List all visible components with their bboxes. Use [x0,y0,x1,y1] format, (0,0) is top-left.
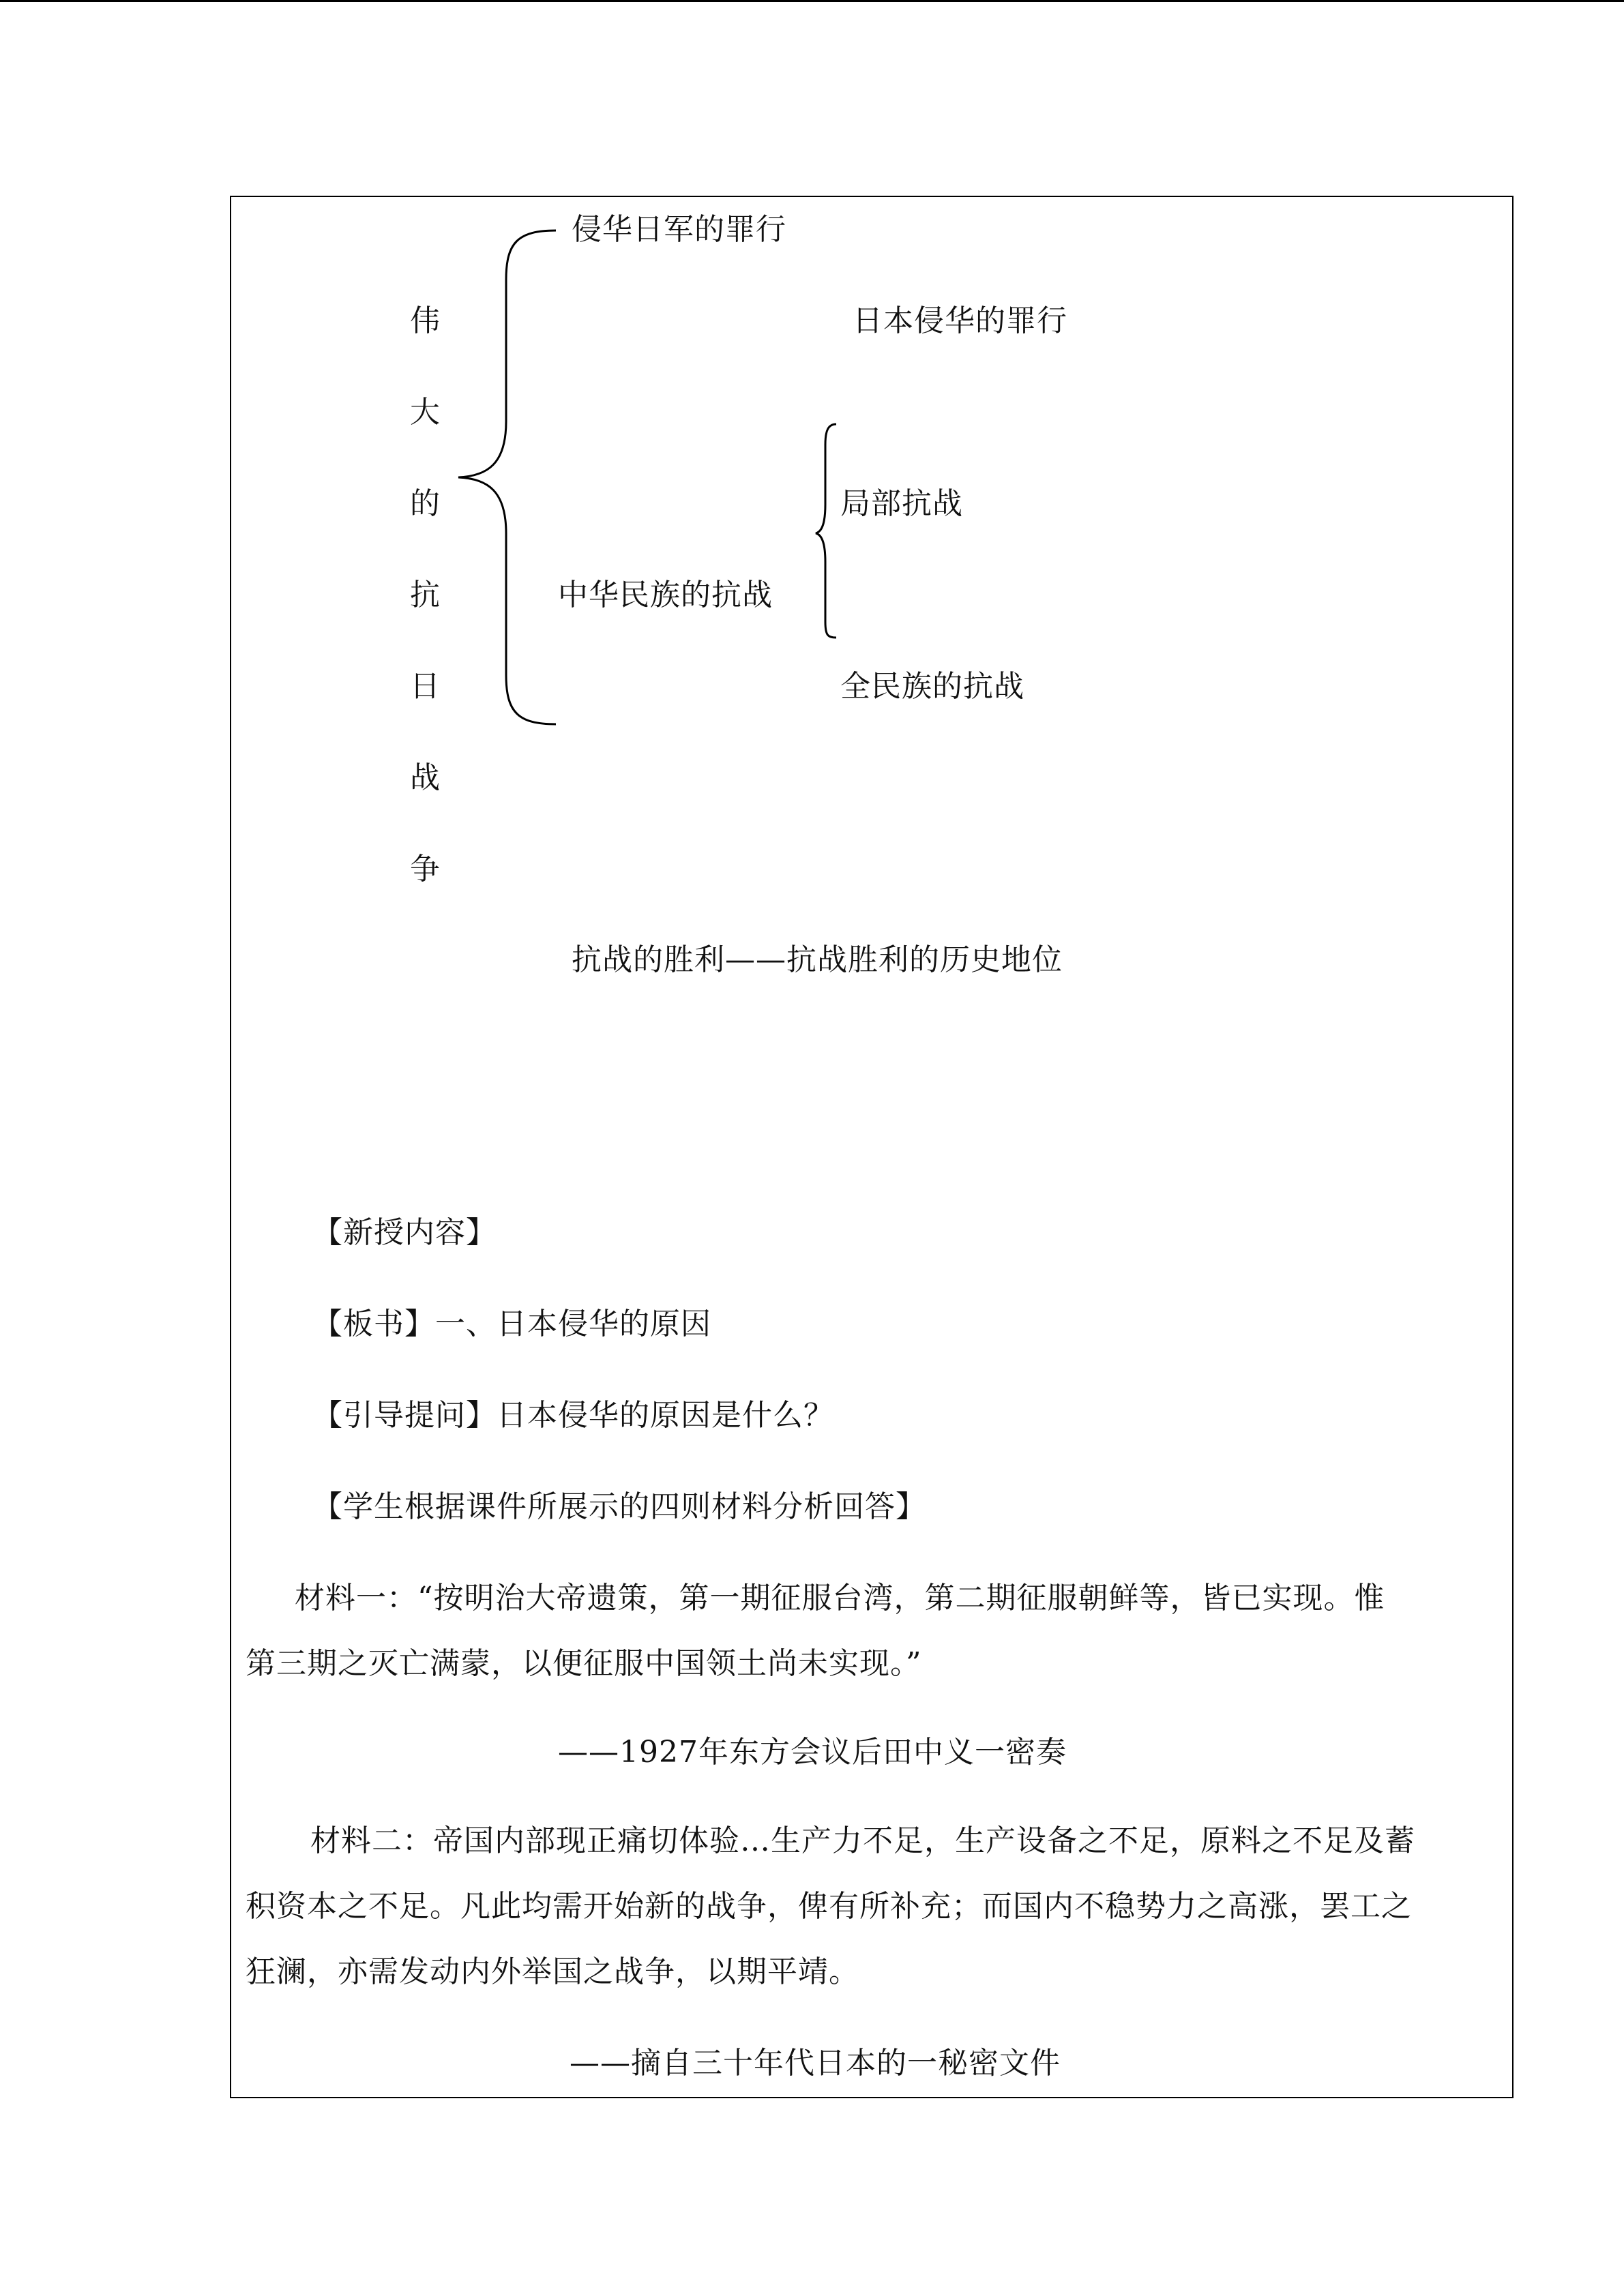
blackboard-heading: 【板书】一、日本侵华的原因 [312,1307,711,1341]
main-curly-brace [458,230,556,724]
student-task: 【学生根据课件所展示的四则材料分析回答】 [312,1489,926,1524]
vertical-title-char: 大 [410,395,440,430]
material1-line: 材料一：“按明治大帝遗策，第一期征服台湾，第二期征服朝鲜等，皆已实现。惟 [295,1581,1385,1615]
victory-line: 抗战的胜利——抗战胜利的历史地位 [572,942,1063,977]
sub-local-label: 局部抗战 [840,486,963,521]
sub-curly-brace [816,424,836,638]
material1-line: 第三期之灭亡满蒙，以便征服中国领土尚未实现。” [246,1646,922,1681]
material2-line: 积资本之不足。凡此均需开始新的战争，俾有所补充；而国内不稳势力之高涨，罢工之 [246,1889,1412,1924]
material2-source: ——摘自三十年代日本的一秘密文件 [570,2046,1061,2081]
branch-crimes-detail-label: 日本侵华的罪行 [853,303,1067,338]
material1-source: ——1927年东方会议后田中义一密奏 [558,1735,1067,1770]
material2-line: 狂澜，亦需发动内外举国之战争，以期平靖。 [246,1954,859,1989]
vertical-title-char: 日 [410,669,440,704]
guiding-question: 【引导提问】日本侵华的原因是什么？ [312,1398,834,1433]
vertical-title-char: 战 [410,760,440,795]
vertical-title-char: 争 [410,852,440,886]
vertical-title-char: 的 [410,486,440,521]
material2-line: 材料二：帝国内部现正痛切体验…生产力不足，生产设备之不足，原料之不足及蓄 [310,1823,1415,1858]
section-new-content: 【新授内容】 [312,1215,497,1250]
vertical-title-char: 伟 [410,303,440,338]
sub-national-label: 全民族的抗战 [840,669,1024,704]
branch-resistance-label: 中华民族的抗战 [558,578,773,612]
branch-crimes-label: 侵华日军的罪行 [572,212,786,247]
vertical-title-char: 抗 [410,578,440,612]
